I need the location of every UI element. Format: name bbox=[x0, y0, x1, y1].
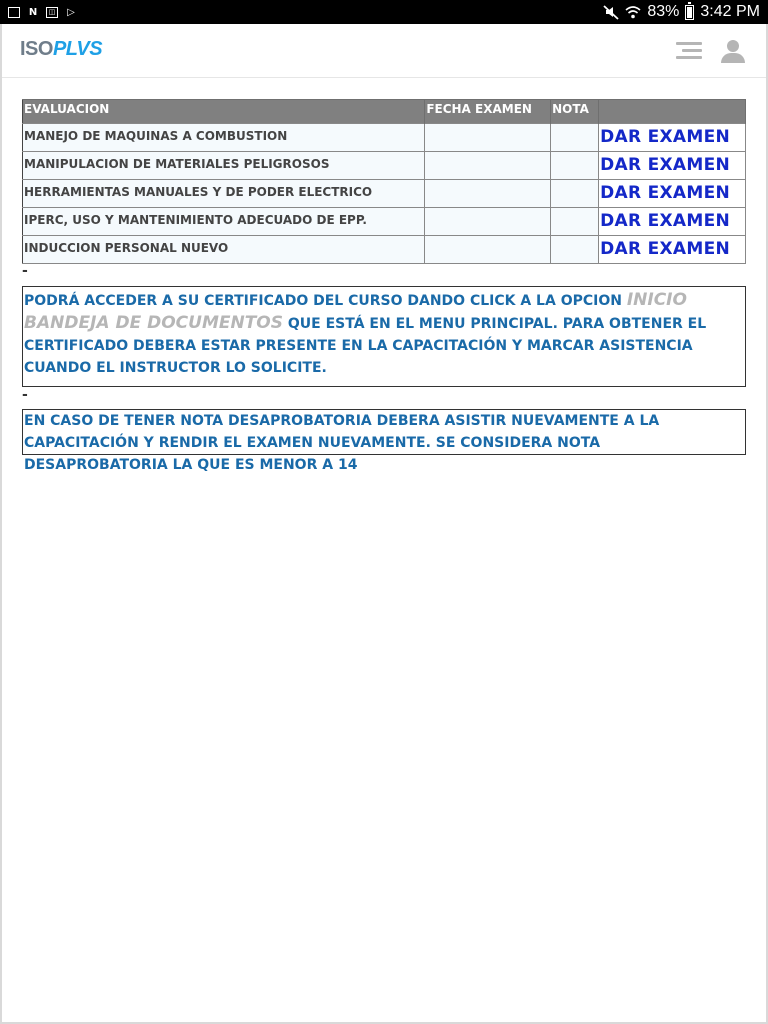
action-cell bbox=[599, 152, 746, 180]
nota-cell bbox=[551, 124, 599, 152]
nota-cell bbox=[551, 236, 599, 264]
app-header bbox=[2, 24, 766, 78]
fecha-cell bbox=[425, 180, 551, 208]
dar-examen-button[interactable]: DAR EXAMEN bbox=[600, 239, 731, 259]
dar-examen-button[interactable]: DAR EXAMEN bbox=[600, 127, 731, 147]
inicio-bandeja-link[interactable]: INICIO BANDEJA DE DOCUMENTOS bbox=[24, 290, 687, 333]
table-row bbox=[23, 236, 746, 264]
nota-cell bbox=[551, 180, 599, 208]
dar-examen-button[interactable]: DAR EXAMEN bbox=[600, 211, 731, 231]
evaluacion-cell: MANEJO DE MAQUINAS A COMBUSTION bbox=[23, 124, 425, 152]
table-row bbox=[23, 180, 746, 208]
fecha-cell bbox=[425, 152, 551, 180]
battery-icon bbox=[685, 5, 694, 20]
action-cell bbox=[599, 236, 746, 264]
table-row bbox=[23, 124, 746, 152]
fecha-cell bbox=[425, 124, 551, 152]
header-action bbox=[599, 100, 746, 124]
logo-plus-text: PLVS bbox=[52, 38, 103, 60]
status-bar-right bbox=[603, 0, 760, 24]
table-header-row bbox=[23, 100, 746, 124]
action-cell bbox=[599, 180, 746, 208]
n-icon: N bbox=[28, 6, 38, 18]
evaluacion-cell: INDUCCION PERSONAL NUEVO bbox=[23, 236, 425, 264]
failing-grade-text: EN CASO DE TENER NOTA DESAPROBATORIA DEBERA ASISTIR NUEVAMENTE A LA CAPACITACIÓN Y RENDIR EL EXAMEN NUEVAMENTE. SE CONSIDERA NOTA DESAPROBATORIA LA QUE ES MENOR A 14 bbox=[24, 413, 660, 473]
failing-grade-note bbox=[22, 409, 746, 473]
user-icon[interactable] bbox=[720, 38, 746, 64]
evaluations-table bbox=[22, 99, 746, 264]
action-cell bbox=[599, 208, 746, 236]
mute-icon bbox=[603, 4, 619, 20]
fecha-cell bbox=[425, 236, 551, 264]
certificate-note bbox=[22, 286, 746, 387]
dar-examen-button[interactable]: DAR EXAMEN bbox=[600, 183, 731, 203]
action-cell bbox=[599, 124, 746, 152]
wifi-icon bbox=[625, 4, 641, 20]
nota-cell bbox=[551, 152, 599, 180]
header-fecha-examen: FECHA EXAMEN bbox=[425, 100, 551, 124]
battery-percent: 83% bbox=[647, 3, 680, 20]
cast-icon: ◫ bbox=[46, 7, 58, 18]
header-evaluacion: EVALUACION bbox=[23, 100, 425, 124]
table-row bbox=[23, 152, 746, 180]
separator-dash: - bbox=[22, 263, 28, 279]
clock: 3:42 PM bbox=[700, 3, 760, 20]
evaluacion-cell: IPERC, USO Y MANTENIMIENTO ADECUADO DE EPP. bbox=[23, 208, 425, 236]
nota-cell bbox=[551, 208, 599, 236]
play-store-icon: ▷ bbox=[67, 6, 75, 18]
fecha-cell bbox=[425, 208, 551, 236]
image-icon bbox=[8, 7, 20, 18]
status-bar-left bbox=[0, 6, 78, 18]
menu-lines-icon[interactable] bbox=[676, 40, 702, 60]
header-nota: NOTA bbox=[551, 100, 599, 124]
certificate-text-2: QUE ESTÁ EN EL MENU PRINCIPAL. PARA OBTENER EL CERTIFICADO DEBERA ESTAR PRESENTE EN LA CAPACITACIÓN Y MARCAR ASISTENCIA CUANDO EL INSTRUCTOR LO SOLICITE. bbox=[24, 316, 707, 376]
logo-iso-text: ISO bbox=[20, 38, 53, 60]
evaluacion-cell: MANIPULACION DE MATERIALES PELIGROSOS bbox=[23, 152, 425, 180]
status-bar bbox=[0, 0, 768, 24]
evaluacion-cell: HERRAMIENTAS MANUALES Y DE PODER ELECTRICO bbox=[23, 180, 425, 208]
separator-dash: - bbox=[22, 387, 28, 403]
isoplus-logo[interactable] bbox=[20, 38, 102, 61]
certificate-text-1: PODRÁ ACCEDER A SU CERTIFICADO DEL CURSO DANDO CLICK A LA OPCION bbox=[24, 293, 627, 309]
dar-examen-button[interactable]: DAR EXAMEN bbox=[600, 155, 731, 175]
table-row bbox=[23, 208, 746, 236]
